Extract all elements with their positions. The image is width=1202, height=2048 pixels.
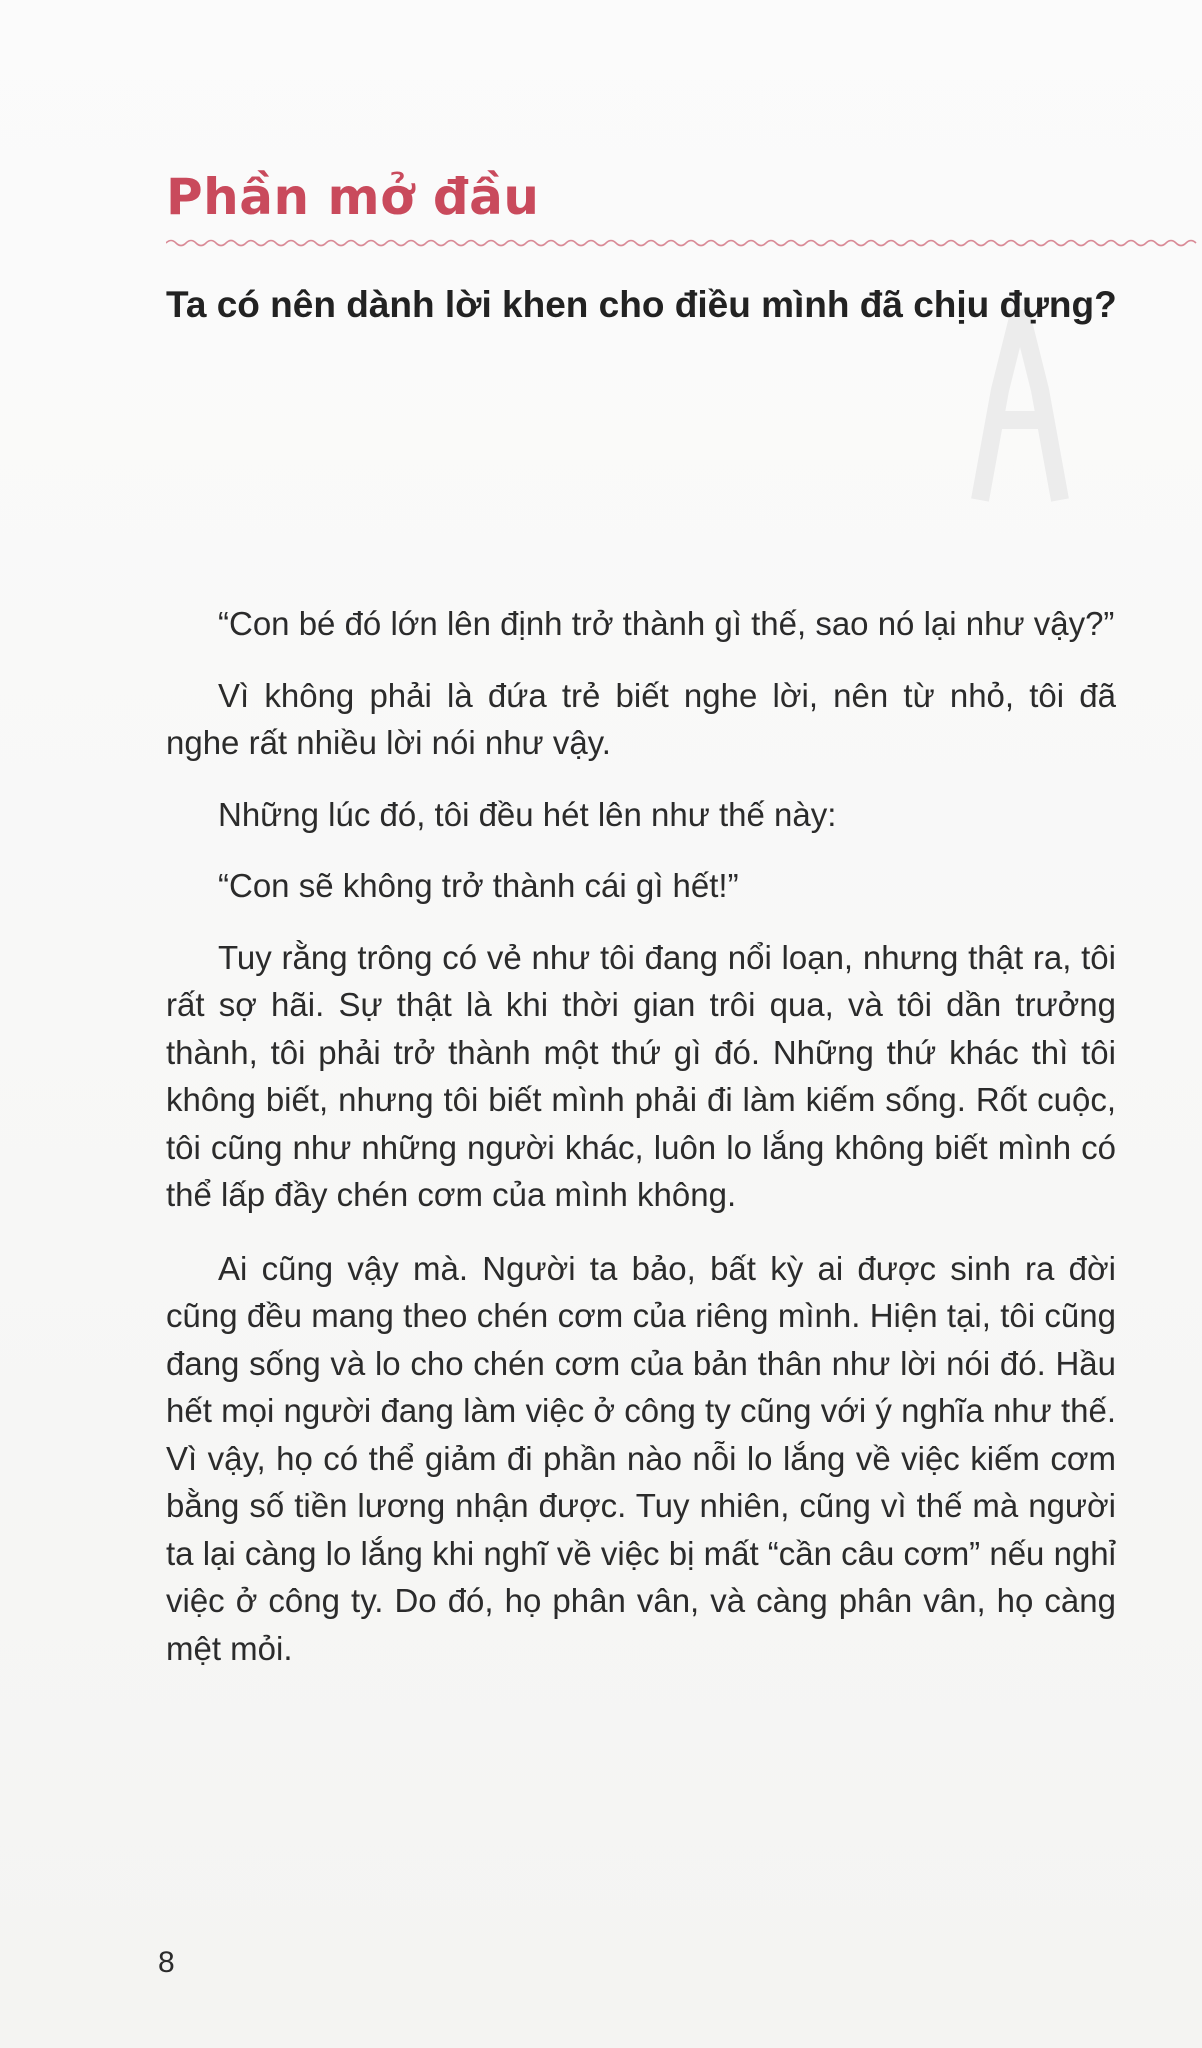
paragraph: “Con sẽ không trở thành cái gì hết!” xyxy=(218,867,739,904)
paragraph: Vì không phải là đứa trẻ biết nghe lời, nên từ nhỏ, tôi đã nghe rất nhiều lời nói như vậy. xyxy=(166,676,1116,761)
page-number: 8 xyxy=(158,1946,175,1979)
paragraph: Ai cũng vậy mà. Người ta bảo, bất kỳ ai được sinh ra đời cũng đều mang theo chén cơm của riêng mình. Hiện tại, tôi cũng đang sống và lo cho chén cơm của bản thân như lời nói đó. Hầu hết mọi người đang làm việc ở công ty cũng với ý nghĩa như thế. Vì vậy, họ có thể giảm đi phần nào nỗi lo lắng về việc kiếm cơm bằng số tiền lương nhận được. Tuy nhiên, cũng vì thế mà người ta lại càng lo lắng khi nghĩ về việc bị mất “cần câu cơm” nếu nghỉ việc ở công ty. Do đó, họ phân vân, và càng phân vân, họ càng mệt mỏi. xyxy=(166,1249,1116,1667)
paragraph: Những lúc đó, tôi đều hét lên như thế này: xyxy=(218,795,837,833)
paragraph: Tuy rằng trông có vẻ như tôi đang nổi loạn, nhưng thật ra, tôi rất sợ hãi. Sự thật là khi thời gian trôi qua, và tôi dần trưởng thành, tôi phải trở thành một thứ gì đó. Những thứ khác thì tôi không biết, nhưng tôi biết mình phải đi làm kiếm sống. Rốt cuộc, tôi cũng như những người khác, luôn lo lắng không biết mình có thể lấp đầy chén cơm của mình không. xyxy=(166,938,1116,1213)
bleed-figure-icon xyxy=(960,300,1080,520)
chapter-title: Phần mở đầu xyxy=(166,168,540,226)
wavy-divider xyxy=(166,236,1202,250)
section-heading: Ta có nên dành lời khen cho điều mình đã chịu đựng? xyxy=(166,284,1117,325)
bleed-through-decoration xyxy=(960,300,1080,520)
body-text xyxy=(166,600,1116,1696)
paragraph: “Con bé đó lớn lên định trở thành gì thế, sao nó lại như vậy?” xyxy=(218,605,1115,642)
